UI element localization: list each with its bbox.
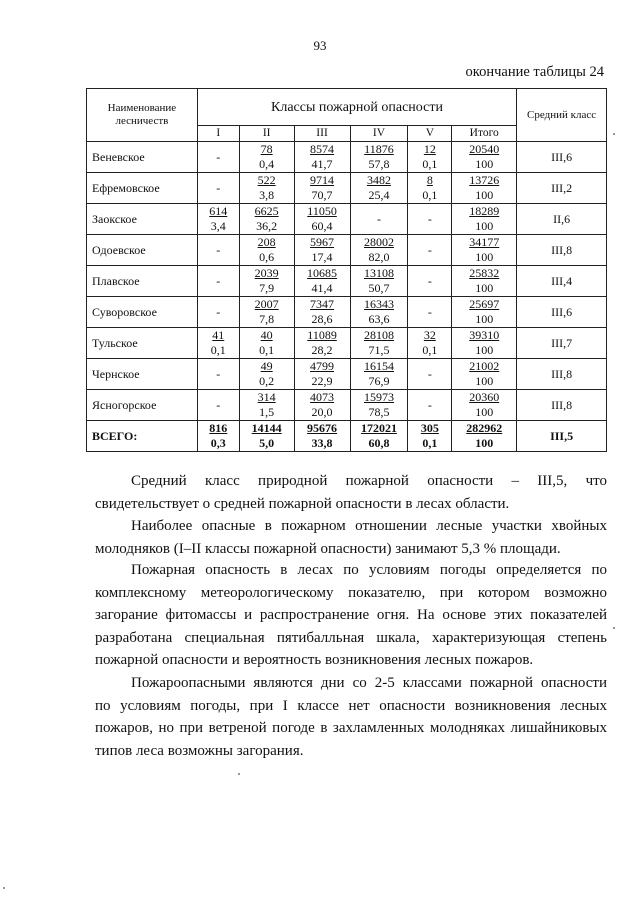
cell-area: 15973 bbox=[363, 390, 394, 404]
cell-fraction bbox=[351, 390, 408, 420]
cell-area: 16343 bbox=[363, 297, 394, 311]
class-cell bbox=[350, 297, 408, 328]
cell-fraction bbox=[295, 297, 350, 327]
cell-percent: 100 bbox=[475, 281, 494, 295]
table-row bbox=[87, 328, 607, 359]
cell-value: - bbox=[376, 211, 381, 226]
cell-area: 14144 bbox=[251, 421, 282, 435]
cell-percent: 100 bbox=[475, 374, 494, 388]
cell-fraction bbox=[295, 142, 350, 172]
class-cell bbox=[239, 173, 294, 204]
cell-value: - bbox=[427, 397, 432, 412]
cell-area: 95676 bbox=[307, 421, 338, 435]
header-avg: Средний класс bbox=[517, 89, 607, 142]
class-cell bbox=[408, 235, 452, 266]
class-cell bbox=[294, 173, 350, 204]
cell-area: 12 bbox=[423, 142, 436, 156]
cell-fraction bbox=[295, 328, 350, 358]
text-line: Пожароопасными являются дни со 2-5 классами пожарной опасности bbox=[131, 675, 607, 691]
cell-area: 11089 bbox=[307, 328, 337, 342]
cell-fraction bbox=[351, 328, 408, 358]
cell-fraction bbox=[240, 142, 294, 172]
cell-fraction bbox=[452, 235, 516, 265]
cell-percent: 36,2 bbox=[256, 219, 278, 233]
cell-percent: 78,5 bbox=[368, 405, 390, 419]
cell-area: 2039 bbox=[254, 266, 279, 280]
text-line: Наиболее опасные в пожарном отношении лесные участки хвойных bbox=[131, 518, 607, 534]
cell-area: 11050 bbox=[307, 204, 337, 218]
cell-area: 20360 bbox=[469, 390, 500, 404]
cell-fraction bbox=[295, 359, 350, 389]
class-cell bbox=[452, 390, 517, 421]
cell-value: - bbox=[427, 242, 432, 257]
cell-percent: 0,1 bbox=[210, 343, 226, 357]
cell-percent: 100 bbox=[475, 157, 494, 171]
class-cell bbox=[239, 142, 294, 173]
class-cell bbox=[239, 266, 294, 297]
class-cell bbox=[239, 235, 294, 266]
cell-fraction bbox=[240, 204, 294, 234]
cell-area: 5967 bbox=[310, 235, 335, 249]
class-cell bbox=[197, 204, 239, 235]
cell-area: 7347 bbox=[310, 297, 335, 311]
cell-area: 21002 bbox=[469, 359, 500, 373]
class-cell bbox=[350, 235, 408, 266]
cell-value: - bbox=[427, 273, 432, 288]
cell-fraction bbox=[408, 328, 451, 358]
cell-area: 2007 bbox=[254, 297, 279, 311]
cell-fraction bbox=[295, 204, 350, 234]
class-cell bbox=[452, 173, 517, 204]
cell-fraction bbox=[240, 297, 294, 327]
cell-percent: 25,4 bbox=[368, 188, 390, 202]
district-name: Одоевское bbox=[87, 235, 198, 266]
avg-class: III,7 bbox=[517, 328, 607, 359]
class-cell bbox=[408, 173, 452, 204]
avg-class: III,6 bbox=[517, 297, 607, 328]
cell-fraction bbox=[452, 328, 516, 358]
text-line: типов леса возможны загорания. bbox=[95, 742, 304, 759]
cell-area: 13108 bbox=[363, 266, 394, 280]
paragraph bbox=[95, 515, 607, 560]
text-line: Средний класс природной пожарной опасности – III,5, что bbox=[131, 473, 607, 489]
class-cell bbox=[197, 266, 239, 297]
cell-percent: 7,9 bbox=[259, 281, 275, 295]
text-line: разработана специальная пятибалльная шкала, характеризующая степень bbox=[95, 629, 607, 646]
class-cell bbox=[350, 142, 408, 173]
cell-percent: 5,0 bbox=[259, 436, 275, 450]
cell-area: 3482 bbox=[366, 173, 391, 187]
cell-area: 314 bbox=[257, 390, 276, 404]
class-cell bbox=[294, 204, 350, 235]
avg-class: III,2 bbox=[517, 173, 607, 204]
class-cell bbox=[197, 142, 239, 173]
table-row bbox=[87, 235, 607, 266]
cell-fraction bbox=[295, 266, 350, 296]
cell-fraction bbox=[295, 390, 350, 420]
cell-value: - bbox=[216, 242, 221, 257]
cell-fraction bbox=[198, 421, 239, 451]
class-cell bbox=[408, 297, 452, 328]
district-name: ВСЕГО: bbox=[87, 421, 198, 452]
class-cell bbox=[350, 204, 408, 235]
cell-percent: 60,4 bbox=[311, 219, 333, 233]
class-cell bbox=[239, 421, 294, 452]
cell-fraction bbox=[452, 142, 516, 172]
class-cell bbox=[408, 266, 452, 297]
avg-class: III,4 bbox=[517, 266, 607, 297]
cell-percent: 33,8 bbox=[311, 436, 333, 450]
text-line: комплексному метеорологическому показателю, при котором возможно bbox=[95, 584, 607, 601]
cell-fraction bbox=[452, 266, 516, 296]
cell-fraction bbox=[351, 266, 408, 296]
cell-fraction bbox=[240, 421, 294, 451]
text-line: свидетельствует о средней пожарной опасности в лесах области. bbox=[95, 495, 510, 512]
class-cell bbox=[197, 421, 239, 452]
cell-area: 41 bbox=[212, 328, 225, 342]
text-line: пожарной опасности и вероятность возникновения лесных пожаров. bbox=[95, 652, 534, 668]
table-row bbox=[87, 204, 607, 235]
class-cell bbox=[350, 266, 408, 297]
class-cell bbox=[294, 359, 350, 390]
cell-percent: 0,1 bbox=[422, 188, 438, 202]
avg-class: II,6 bbox=[517, 204, 607, 235]
cell-fraction bbox=[240, 359, 294, 389]
class-cell bbox=[408, 204, 452, 235]
cell-percent: 63,6 bbox=[368, 312, 390, 326]
text-line: загорание фитомассы и распространение огня. На основе этих показателей bbox=[95, 607, 607, 623]
cell-area: 208 bbox=[257, 235, 276, 249]
cell-fraction bbox=[452, 359, 516, 389]
cell-percent: 100 bbox=[475, 405, 494, 419]
subheader-1: I bbox=[197, 126, 239, 142]
cell-percent: 22,9 bbox=[311, 374, 333, 388]
district-name: Суворовское bbox=[87, 297, 198, 328]
class-cell bbox=[239, 359, 294, 390]
class-cell bbox=[408, 142, 452, 173]
class-cell bbox=[239, 390, 294, 421]
cell-percent: 41,4 bbox=[311, 281, 333, 295]
district-name: Ефремовское bbox=[87, 173, 198, 204]
class-cell bbox=[294, 142, 350, 173]
cell-area: 4073 bbox=[310, 390, 335, 404]
table-row bbox=[87, 297, 607, 328]
cell-value: - bbox=[216, 366, 221, 381]
cell-area: 25697 bbox=[469, 297, 500, 311]
cell-area: 305 bbox=[420, 421, 439, 435]
cell-value: - bbox=[427, 304, 432, 319]
cell-fraction bbox=[198, 328, 239, 358]
cell-percent: 82,0 bbox=[368, 250, 390, 264]
class-cell bbox=[197, 390, 239, 421]
class-cell bbox=[294, 421, 350, 452]
cell-fraction bbox=[240, 266, 294, 296]
cell-area: 40 bbox=[260, 328, 273, 342]
cell-percent: 100 bbox=[475, 343, 494, 357]
text-line: молодняков (I–II классы пожарной опасности) занимают 5,3 % площади. bbox=[95, 540, 561, 557]
district-name: Плавское bbox=[87, 266, 198, 297]
cell-area: 8 bbox=[426, 173, 433, 187]
cell-value: - bbox=[427, 366, 432, 381]
cell-area: 13726 bbox=[469, 173, 500, 187]
cell-percent: 0,1 bbox=[422, 436, 438, 450]
cell-fraction bbox=[240, 328, 294, 358]
cell-area: 522 bbox=[257, 173, 276, 187]
cell-percent: 7,8 bbox=[259, 312, 275, 326]
table-caption: окончание таблицы 24 bbox=[465, 64, 604, 80]
paragraph bbox=[95, 559, 607, 672]
class-cell bbox=[452, 328, 517, 359]
cell-fraction bbox=[351, 421, 408, 451]
class-cell bbox=[452, 204, 517, 235]
fire-danger-table bbox=[86, 88, 607, 452]
cell-percent: 50,7 bbox=[368, 281, 390, 295]
class-cell bbox=[350, 359, 408, 390]
cell-percent: 0,4 bbox=[259, 157, 275, 171]
class-cell bbox=[350, 390, 408, 421]
class-cell bbox=[452, 142, 517, 173]
class-cell bbox=[294, 297, 350, 328]
cell-percent: 100 bbox=[475, 250, 494, 264]
district-name: Заокское bbox=[87, 204, 198, 235]
cell-area: 816 bbox=[209, 421, 228, 435]
cell-area: 28002 bbox=[363, 235, 394, 249]
cell-percent: 0,2 bbox=[259, 374, 275, 388]
class-cell bbox=[452, 359, 517, 390]
cell-percent: 70,7 bbox=[311, 188, 333, 202]
table-row bbox=[87, 266, 607, 297]
class-cell bbox=[294, 328, 350, 359]
class-cell bbox=[239, 328, 294, 359]
cell-area: 28108 bbox=[363, 328, 394, 342]
cell-area: 614 bbox=[209, 204, 228, 218]
cell-area: 10685 bbox=[307, 266, 338, 280]
class-cell bbox=[452, 297, 517, 328]
total-row bbox=[87, 421, 607, 452]
cell-percent: 0,6 bbox=[259, 250, 275, 264]
class-cell bbox=[197, 328, 239, 359]
class-cell bbox=[350, 328, 408, 359]
scan-speck bbox=[613, 133, 615, 135]
cell-fraction bbox=[408, 173, 451, 203]
class-cell bbox=[408, 421, 452, 452]
cell-percent: 41,7 bbox=[311, 157, 333, 171]
cell-area: 16154 bbox=[363, 359, 394, 373]
cell-fraction bbox=[240, 235, 294, 265]
scan-speck bbox=[238, 773, 240, 775]
cell-value: - bbox=[216, 397, 221, 412]
cell-area: 20540 bbox=[469, 142, 500, 156]
cell-percent: 3,4 bbox=[210, 219, 226, 233]
cell-fraction bbox=[408, 142, 451, 172]
class-cell bbox=[350, 173, 408, 204]
cell-percent: 0,1 bbox=[422, 157, 438, 171]
page-number: 93 bbox=[313, 38, 327, 53]
cell-percent: 3,8 bbox=[259, 188, 275, 202]
cell-value: - bbox=[216, 180, 221, 195]
cell-area: 25832 bbox=[469, 266, 500, 280]
class-cell bbox=[294, 266, 350, 297]
avg-class: III,8 bbox=[517, 359, 607, 390]
cell-percent: 100 bbox=[475, 436, 494, 450]
cell-area: 9714 bbox=[310, 173, 335, 187]
cell-percent: 100 bbox=[475, 312, 494, 326]
text-line: по условиям погоды, при I классе нет опасности возникновения лесных bbox=[95, 697, 607, 714]
cell-percent: 0,1 bbox=[422, 343, 438, 357]
subheader-5: V bbox=[408, 126, 452, 142]
cell-fraction bbox=[240, 173, 294, 203]
district-name: Веневское bbox=[87, 142, 198, 173]
cell-area: 18289 bbox=[469, 204, 500, 218]
cell-percent: 100 bbox=[475, 219, 494, 233]
cell-percent: 71,5 bbox=[368, 343, 390, 357]
text-line: пожаров, но при ветреной погоде в захламленных молодняках лишайниковых bbox=[95, 720, 607, 736]
cell-area: 78 bbox=[260, 142, 273, 156]
cell-value: - bbox=[216, 304, 221, 319]
avg-class: III,8 bbox=[517, 390, 607, 421]
cell-area: 39310 bbox=[469, 328, 500, 342]
table-row bbox=[87, 142, 607, 173]
subheader-total: Итого bbox=[452, 126, 517, 142]
district-name: Тульское bbox=[87, 328, 198, 359]
cell-area: 172021 bbox=[360, 421, 397, 435]
cell-area: 4799 bbox=[310, 359, 335, 373]
cell-fraction bbox=[351, 359, 408, 389]
class-cell bbox=[294, 390, 350, 421]
cell-percent: 57,8 bbox=[368, 157, 390, 171]
class-cell bbox=[294, 235, 350, 266]
cell-fraction bbox=[408, 421, 451, 451]
class-cell bbox=[239, 297, 294, 328]
cell-fraction bbox=[198, 204, 239, 234]
cell-fraction bbox=[351, 173, 408, 203]
class-cell bbox=[350, 421, 408, 452]
subheader-2: II bbox=[239, 126, 294, 142]
text-line: Пожарная опасность в лесах по условиям погоды определяется по bbox=[131, 562, 607, 578]
subheader-4: IV bbox=[350, 126, 408, 142]
cell-percent: 100 bbox=[475, 188, 494, 202]
cell-percent: 20,0 bbox=[311, 405, 333, 419]
cell-fraction bbox=[295, 173, 350, 203]
cell-percent: 60,8 bbox=[368, 436, 390, 450]
cell-area: 11876 bbox=[364, 142, 394, 156]
paragraph bbox=[95, 672, 607, 762]
class-cell bbox=[197, 359, 239, 390]
cell-area: 8574 bbox=[310, 142, 335, 156]
cell-fraction bbox=[295, 421, 350, 451]
cell-fraction bbox=[452, 297, 516, 327]
cell-percent: 0,1 bbox=[259, 343, 275, 357]
class-cell bbox=[408, 328, 452, 359]
class-cell bbox=[197, 173, 239, 204]
avg-class: III,8 bbox=[517, 235, 607, 266]
scan-speck bbox=[3, 887, 5, 889]
cell-value: - bbox=[427, 211, 432, 226]
class-cell bbox=[408, 390, 452, 421]
cell-area: 49 bbox=[260, 359, 273, 373]
cell-percent: 17,4 bbox=[311, 250, 333, 264]
cell-value: - bbox=[216, 149, 221, 164]
cell-fraction bbox=[452, 390, 516, 420]
table-row bbox=[87, 359, 607, 390]
class-cell bbox=[197, 235, 239, 266]
cell-percent: 0,3 bbox=[210, 436, 226, 450]
class-cell bbox=[197, 297, 239, 328]
district-name: Чернское bbox=[87, 359, 198, 390]
paragraph bbox=[95, 470, 607, 515]
cell-fraction bbox=[240, 390, 294, 420]
table-row bbox=[87, 173, 607, 204]
avg-class: III,5 bbox=[517, 421, 607, 452]
cell-area: 6625 bbox=[254, 204, 279, 218]
cell-area: 32 bbox=[423, 328, 436, 342]
cell-percent: 28,6 bbox=[311, 312, 333, 326]
cell-fraction bbox=[351, 235, 408, 265]
cell-fraction bbox=[452, 173, 516, 203]
cell-percent: 76,9 bbox=[368, 374, 390, 388]
cell-fraction bbox=[452, 204, 516, 234]
header-classes: Классы пожарной опасности bbox=[197, 89, 516, 126]
cell-percent: 28,2 bbox=[311, 343, 333, 357]
cell-fraction bbox=[351, 297, 408, 327]
cell-value: - bbox=[216, 273, 221, 288]
scan-speck bbox=[613, 627, 615, 629]
table-row bbox=[87, 390, 607, 421]
subheader-3: III bbox=[294, 126, 350, 142]
class-cell bbox=[408, 359, 452, 390]
district-name: Ясногорское bbox=[87, 390, 198, 421]
class-cell bbox=[452, 235, 517, 266]
cell-fraction bbox=[351, 142, 408, 172]
cell-area: 34177 bbox=[469, 235, 500, 249]
class-cell bbox=[452, 266, 517, 297]
avg-class: III,6 bbox=[517, 142, 607, 173]
header-name: Наименование лесничеств bbox=[87, 89, 198, 142]
cell-fraction bbox=[295, 235, 350, 265]
cell-area: 282962 bbox=[466, 421, 503, 435]
cell-fraction bbox=[452, 421, 516, 451]
class-cell bbox=[452, 421, 517, 452]
class-cell bbox=[239, 204, 294, 235]
cell-percent: 1,5 bbox=[259, 405, 275, 419]
